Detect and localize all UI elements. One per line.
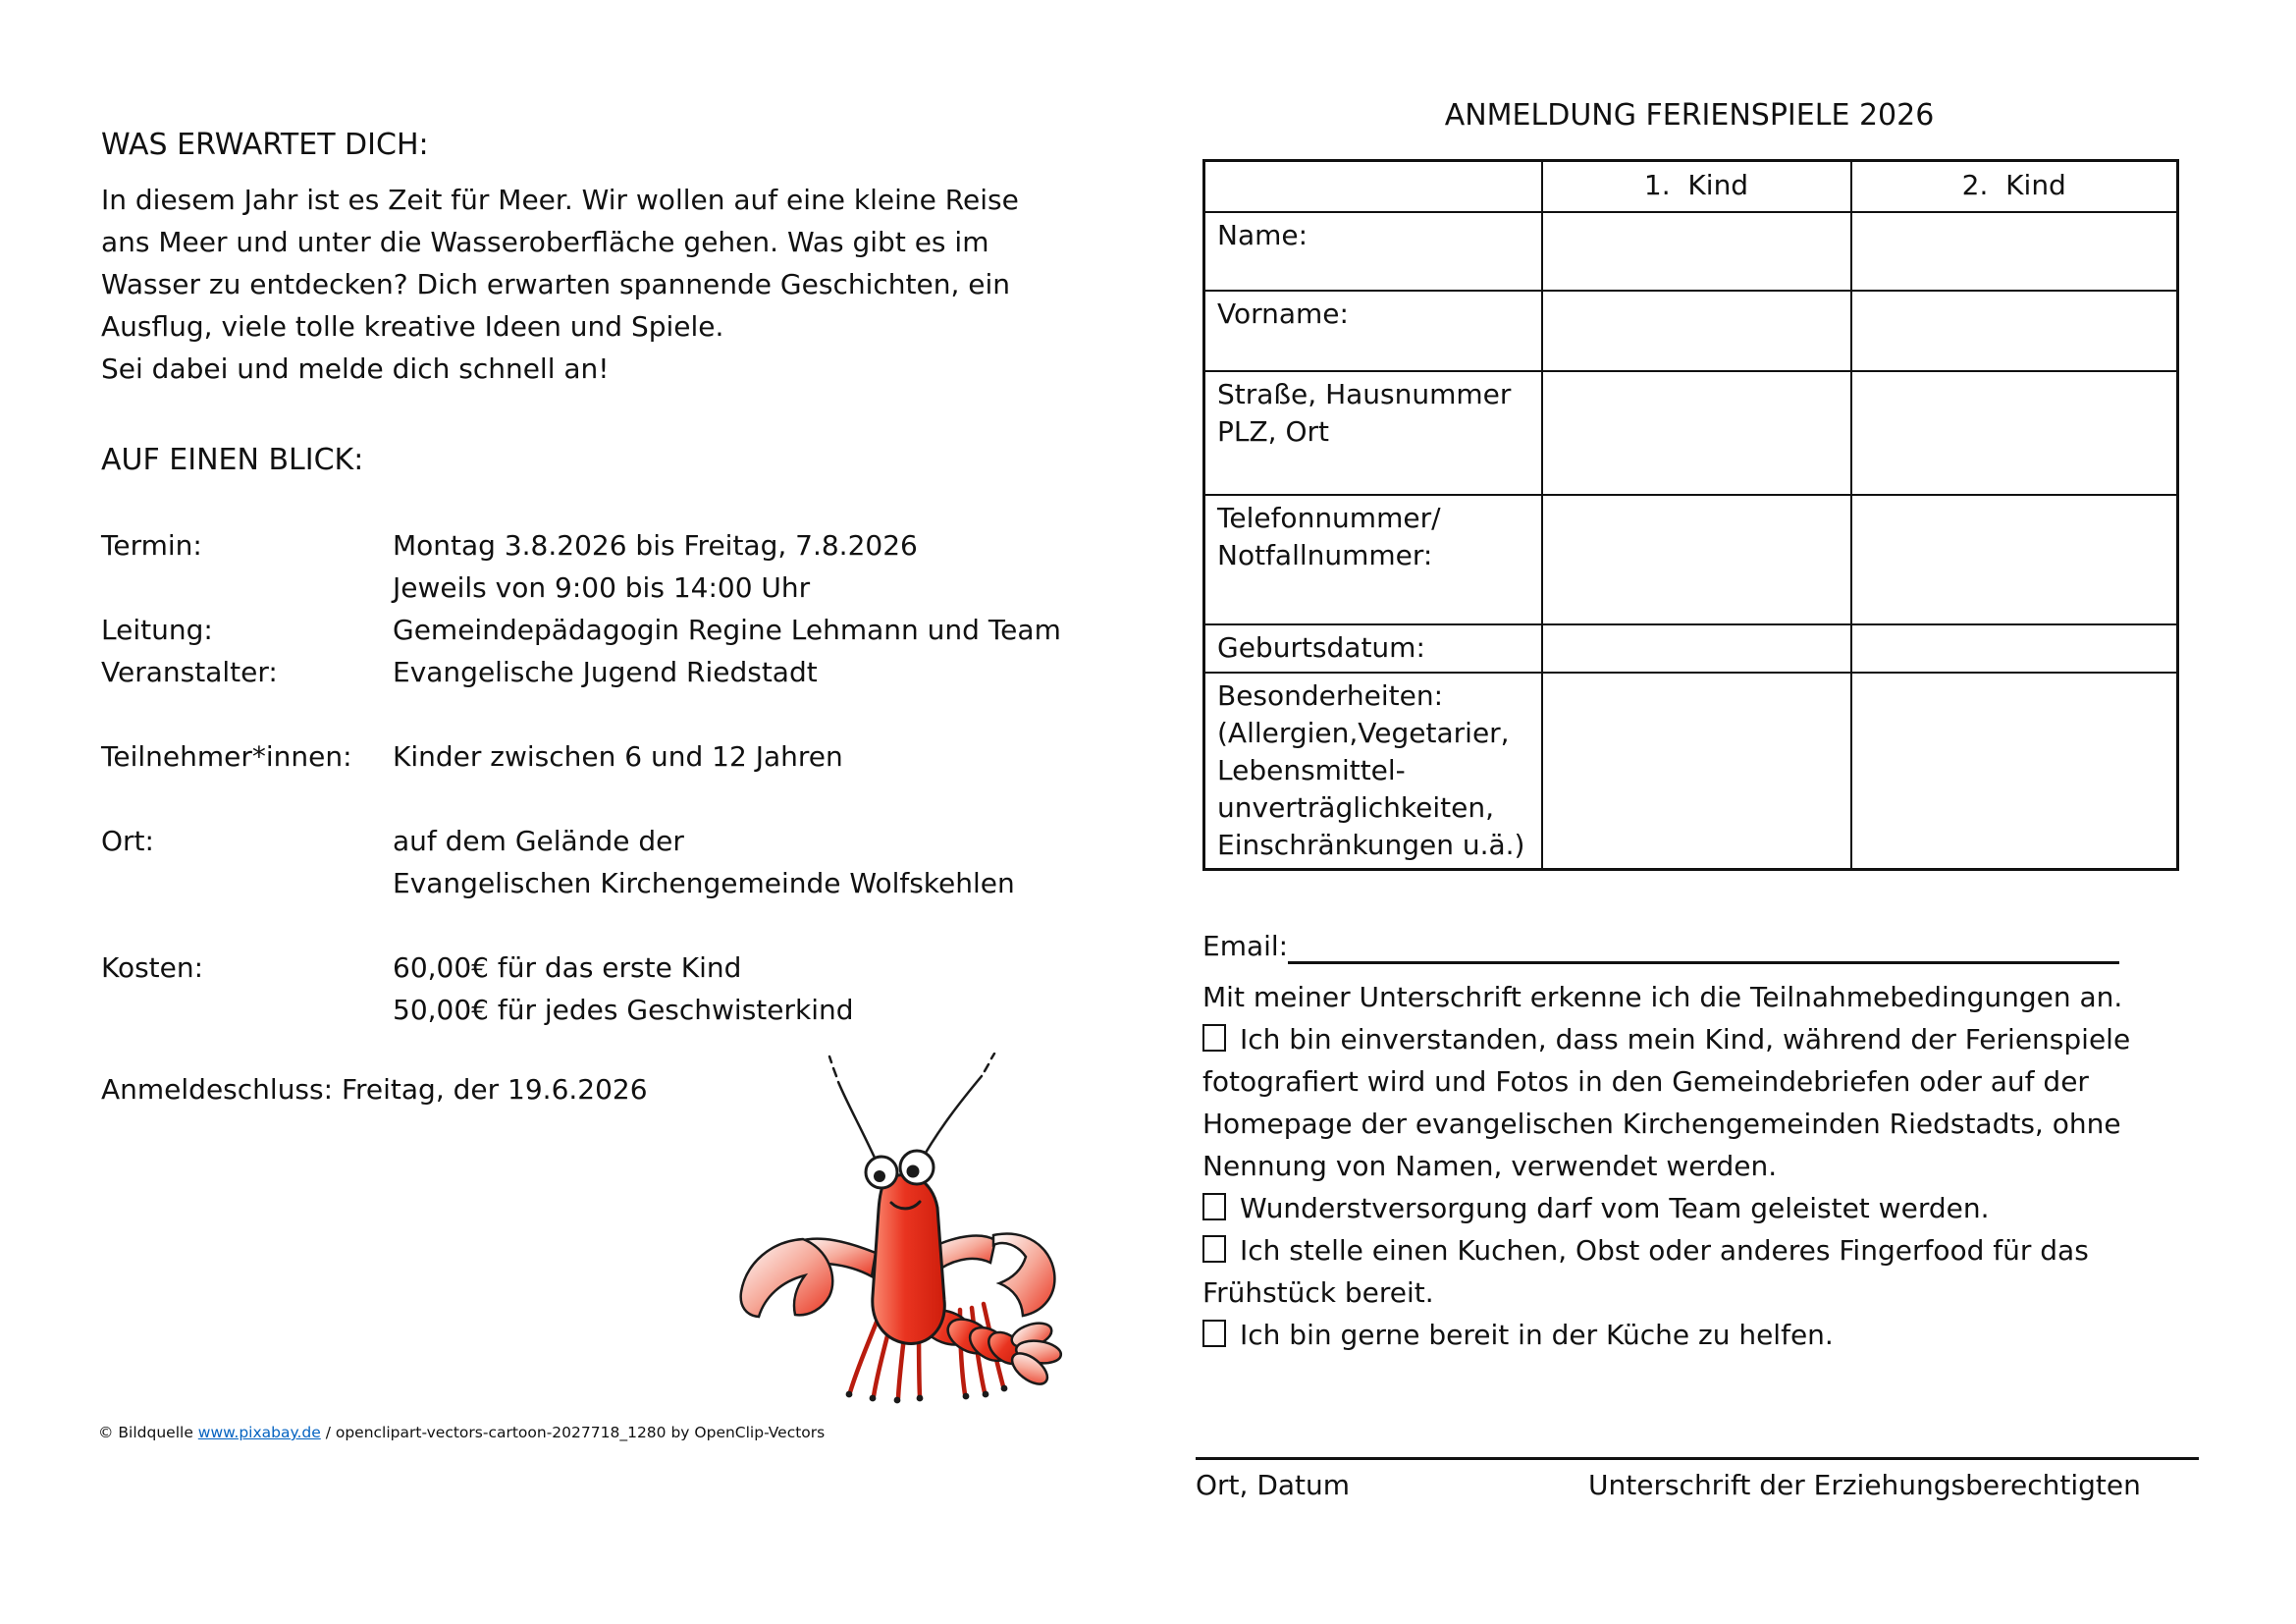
form-page xyxy=(1202,96,2176,871)
fact-label: Teilnehmer*innen: xyxy=(101,740,352,773)
row-label-phone: Telefonnummer/ Notfallnummer: xyxy=(1204,495,1542,624)
food-contribution-checkbox[interactable] xyxy=(1202,1235,1226,1263)
row-label-special-needs: Besonderheiten: (Allergien,Vegetarier, Lebensmittel- unverträglichkeiten, Einschränkungen u.ä.) xyxy=(1204,673,1542,870)
consent-item-wound-care xyxy=(1202,1187,2196,1229)
wound-care-checkbox[interactable] xyxy=(1202,1193,1226,1220)
email-label: Email: xyxy=(1202,930,1289,962)
cell-address-child2[interactable] xyxy=(1851,371,2178,495)
registration-table xyxy=(1202,159,2179,871)
cell-special-needs-child1[interactable] xyxy=(1542,673,1851,870)
facts-list xyxy=(101,524,1102,1031)
fact-row-kosten xyxy=(101,947,1102,1031)
cell-name-child1[interactable] xyxy=(1542,212,1851,291)
email-field[interactable] xyxy=(1288,930,2119,964)
form-title: ANMELDUNG FERIENSPIELE 2026 xyxy=(1444,98,1935,133)
credit-prefix: © Bildquelle xyxy=(98,1424,198,1441)
table-corner-cell xyxy=(1204,161,1542,212)
fact-row-leitung xyxy=(101,609,1102,651)
row-label-name: Name: xyxy=(1204,212,1542,291)
email-row xyxy=(1202,929,2176,964)
fact-label: Veranstalter: xyxy=(101,656,278,688)
intro-line: In diesem Jahr ist es Zeit für Meer. Wir wollen auf eine kleine Reise xyxy=(101,184,1019,216)
registration-deadline: Anmeldeschluss: Freitag, der 19.6.2026 xyxy=(101,1073,648,1106)
cell-name-child2[interactable] xyxy=(1851,212,2178,291)
cell-birthdate-child1[interactable] xyxy=(1542,624,1851,673)
fact-value-line: 60,00€ für das erste Kind xyxy=(393,951,742,984)
guardian-signature-label: Unterschrift der Erziehungsberechtigten xyxy=(1588,1469,2141,1501)
cell-special-needs-child2[interactable] xyxy=(1851,673,2178,870)
fact-value-line: Evangelischen Kirchengemeinde Wolfskehlen xyxy=(393,867,1015,899)
pixabay-link[interactable]: www.pixabay.de xyxy=(197,1424,321,1441)
fact-value-line: Kinder zwischen 6 und 12 Jahren xyxy=(393,740,843,773)
fact-label: Kosten: xyxy=(101,951,204,984)
fact-label: Termin: xyxy=(101,529,202,562)
signature-block xyxy=(1196,1457,2199,1505)
fact-row-termin xyxy=(101,524,1102,609)
row-label-address: Straße, Hausnummer PLZ, Ort xyxy=(1204,371,1542,495)
fact-row-teilnehmer xyxy=(101,735,1102,778)
credit-suffix: / openclipart-vectors-cartoon-2027718_1280 by OpenClip-Vectors xyxy=(320,1424,826,1441)
fact-value-line: Gemeindepädagogin Regine Lehmann und Team xyxy=(393,614,1061,646)
consent-item-food xyxy=(1202,1229,2196,1314)
fact-label: Leitung: xyxy=(101,614,213,646)
signature-note: Mit meiner Unterschrift erkenne ich die Teilnahmebedingungen an. xyxy=(1202,981,2123,1013)
consent-text: Wunderstversorgung darf vom Team geleistet werden. xyxy=(1240,1192,1990,1224)
kitchen-help-checkbox[interactable] xyxy=(1202,1320,1226,1347)
fact-label: Ort: xyxy=(101,825,154,857)
fact-row-ort xyxy=(101,820,1102,904)
consent-item-kitchen-help xyxy=(1202,1314,2196,1356)
fact-row-veranstalter xyxy=(101,651,1102,693)
row-label-vorname: Vorname: xyxy=(1204,291,1542,371)
photo-consent-checkbox[interactable] xyxy=(1202,1024,1226,1052)
consent-section xyxy=(1202,976,2196,1356)
column-header-child2: 2. Kind xyxy=(1851,161,2178,212)
consent-text: Ich bin einverstanden, dass mein Kind, während der Ferienspiele fotografiert wird und Fotos in den Gemeindebriefen oder auf der Homepage der evangelischen Kirchengemeinden Riedstadts, ohne Nennung von Namen, verwendet werden. xyxy=(1202,1023,2131,1182)
intro-line: ans Meer und unter die Wasseroberfläche gehen. Was gibt es im xyxy=(101,226,989,258)
consent-item-photo xyxy=(1202,1018,2196,1187)
cell-vorname-child2[interactable] xyxy=(1851,291,2178,371)
cell-phone-child2[interactable] xyxy=(1851,495,2178,624)
intro-paragraph xyxy=(101,179,1102,390)
fact-value-line: 50,00€ für jedes Geschwisterkind xyxy=(393,994,854,1026)
column-header-child1: 1. Kind xyxy=(1542,161,1851,212)
consent-text: Ich stelle einen Kuchen, Obst oder anderes Fingerfood für das Frühstück bereit. xyxy=(1202,1234,2089,1309)
place-date-label: Ort, Datum xyxy=(1196,1469,1351,1501)
image-credit xyxy=(98,1422,825,1443)
what-awaits-heading: WAS ERWARTET DICH: xyxy=(101,128,429,162)
intro-line: Wasser zu entdecken? Dich erwarten spannende Geschichten, ein xyxy=(101,268,1011,300)
lobster-illustration xyxy=(736,1053,1075,1414)
cell-address-child1[interactable] xyxy=(1542,371,1851,495)
fact-value-line: Montag 3.8.2026 bis Freitag, 7.8.2026 xyxy=(393,529,918,562)
row-label-birthdate: Geburtsdatum: xyxy=(1204,624,1542,673)
fact-value-line: Jeweils von 9:00 bis 14:00 Uhr xyxy=(393,571,811,604)
fact-value-line: Evangelische Jugend Riedstadt xyxy=(393,656,818,688)
consent-text: Ich bin gerne bereit in der Küche zu helfen. xyxy=(1240,1319,1834,1351)
cell-phone-child1[interactable] xyxy=(1542,495,1851,624)
at-a-glance-heading: AUF EINEN BLICK: xyxy=(101,443,364,477)
cell-vorname-child1[interactable] xyxy=(1542,291,1851,371)
info-page xyxy=(101,126,1102,1110)
fact-value-line: auf dem Gelände der xyxy=(393,825,684,857)
intro-line: Sei dabei und melde dich schnell an! xyxy=(101,352,610,385)
intro-line: Ausflug, viele tolle kreative Ideen und Spiele. xyxy=(101,310,724,343)
cell-birthdate-child2[interactable] xyxy=(1851,624,2178,673)
